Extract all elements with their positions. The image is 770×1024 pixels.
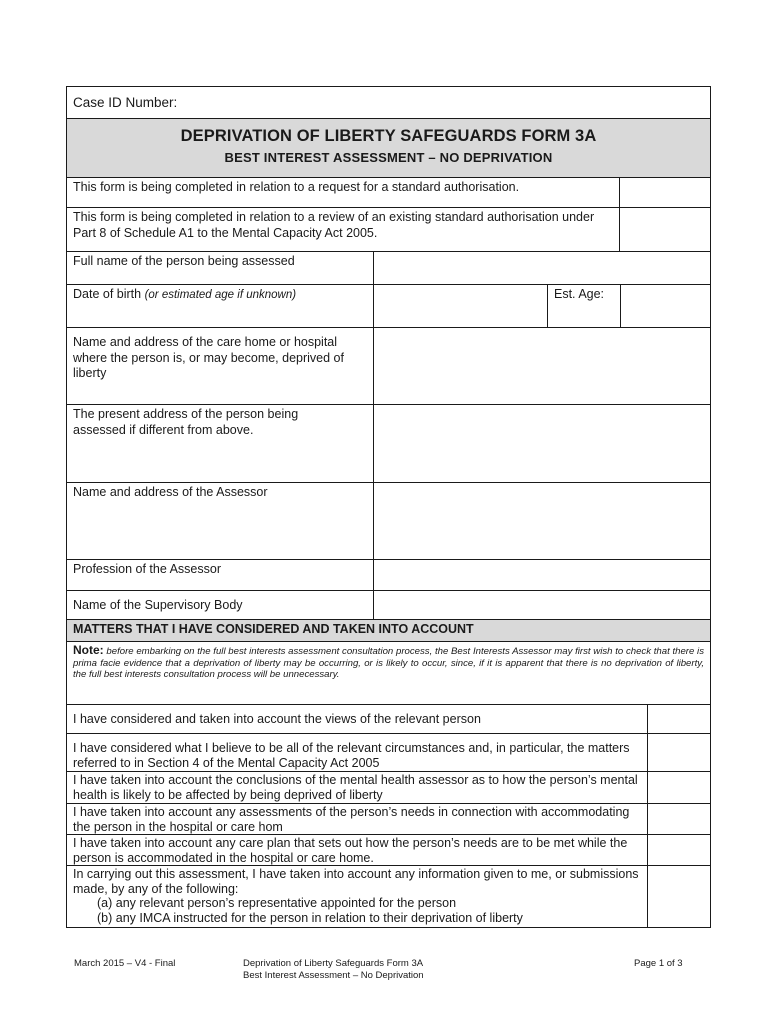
footer-title-line2: Best Interest Assessment – No Deprivation — [243, 970, 424, 981]
consideration-text: I have taken into account any care plan that sets out how the person’s needs are to be met while the person is accommodated in the hospital or care home. — [73, 836, 628, 865]
consideration-text-block — [67, 866, 647, 927]
consideration-text: I have taken into account any assessments of the person’s needs in connection with accommodating the person in the hospital or care hom — [73, 805, 630, 834]
matters-header-row — [67, 619, 710, 641]
note-row — [67, 641, 710, 704]
footer-version: March 2015 – V4 - Final — [74, 958, 176, 969]
consideration-text: I have considered and taken into account the views of the relevant person — [73, 712, 481, 726]
request-text: This form is being completed in relation to a review of an existing standard authorisation under Part 8 of Schedule A1 to the Mental Capacity Act 2005. — [73, 210, 595, 240]
consideration-row — [67, 834, 710, 865]
request-review-checkbox[interactable] — [620, 208, 710, 251]
consideration-row — [67, 733, 710, 771]
sub-item: (b) any IMCA instructed for the person in relation to their deprivation of liberty — [97, 910, 523, 925]
dob-hint: (or estimated age if unknown) — [144, 289, 297, 301]
note-text — [67, 642, 710, 684]
consideration-text: I have considered what I believe to be all of the relevant circumstances and, in particular, the matters referred to in Section 4 of the Mental Capacity Act 2005 — [73, 741, 630, 770]
dob-row — [67, 284, 710, 327]
consideration-row — [67, 771, 710, 803]
title-block — [67, 118, 710, 177]
footer-page-number: Page 1 of 3 — [634, 958, 683, 969]
matters-header: MATTERS THAT I HAVE CONSIDERED AND TAKEN INTO ACCOUNT — [73, 622, 474, 636]
est-age-field[interactable] — [621, 285, 710, 327]
consideration-checkbox[interactable] — [648, 772, 710, 803]
dob-label-text: Date of birth — [73, 287, 142, 301]
consideration-checkbox[interactable] — [648, 866, 710, 927]
est-age-label: Est. Age: — [554, 287, 605, 301]
consideration-checkbox[interactable] — [648, 835, 710, 865]
case-id-row — [67, 87, 710, 118]
note-label: Note: — [73, 643, 104, 657]
consideration-checkbox[interactable] — [648, 734, 710, 771]
present-address-field[interactable] — [374, 405, 710, 482]
supervisory-body-row — [67, 590, 710, 619]
full-name-row — [67, 251, 710, 284]
dols-form-3a — [66, 86, 711, 928]
assessor-field[interactable] — [374, 483, 710, 559]
consideration-checkbox[interactable] — [648, 804, 710, 834]
profession-label: Profession of the Assessor — [73, 562, 221, 576]
care-home-field[interactable] — [374, 328, 710, 404]
footer-title — [243, 958, 424, 982]
consideration-text: In carrying out this assessment, I have taken into account any information given to me, or submissions made, by any of the following: — [73, 867, 639, 896]
sub-item-list — [73, 896, 641, 925]
sub-item: (a) any relevant person’s representative appointed for the person — [97, 896, 457, 910]
present-address-row — [67, 404, 710, 482]
form-subtitle: BEST INTEREST ASSESSMENT – NO DEPRIVATION — [224, 150, 553, 165]
full-name-field[interactable] — [374, 252, 710, 284]
supervisory-body-label: Name of the Supervisory Body — [73, 598, 243, 612]
consideration-checkbox[interactable] — [648, 705, 710, 733]
case-id-label: Case ID Number: — [73, 95, 178, 110]
care-home-row — [67, 327, 710, 404]
request-row-review — [67, 207, 710, 251]
consideration-text: I have taken into account the conclusions of the mental health assessor as to how the person’s mental health is likely to be affected by being deprived of liberty — [73, 773, 638, 802]
supervisory-body-field[interactable] — [374, 591, 710, 619]
full-name-label: Full name of the person being assessed — [73, 254, 295, 268]
footer-title-line1: Deprivation of Liberty Safeguards Form 3A — [243, 958, 424, 969]
consideration-row — [67, 803, 710, 834]
request-text: This form is being completed in relation to a request for a standard authorisation. — [73, 180, 520, 194]
consideration-row — [67, 704, 710, 733]
dob-label — [67, 285, 373, 327]
present-address-label: The present address of the person being assessed if different from above. — [73, 407, 299, 437]
request-row-standard — [67, 177, 710, 207]
note-body: before embarking on the full best interests assessment consultation process, the Best Interests Assessor may first wish to check that there is prima facie evidence that a deprivation of liberty may be occurring, or is likely to occur, since, if it is apparent that there is no deprivation of liberty, the full best interests consultation process will be unnecessary. — [73, 646, 704, 680]
form-title: DEPRIVATION OF LIBERTY SAFEGUARDS FORM 3A — [180, 127, 597, 145]
consideration-row — [67, 865, 710, 927]
assessor-row — [67, 482, 710, 559]
profession-field[interactable] — [374, 560, 710, 590]
assessor-label: Name and address of the Assessor — [73, 485, 268, 499]
dob-field[interactable] — [374, 285, 547, 327]
request-standard-checkbox[interactable] — [620, 178, 710, 207]
profession-row — [67, 559, 710, 590]
care-home-label: Name and address of the care home or hospital where the person is, or may become, deprived of liberty — [73, 335, 344, 380]
